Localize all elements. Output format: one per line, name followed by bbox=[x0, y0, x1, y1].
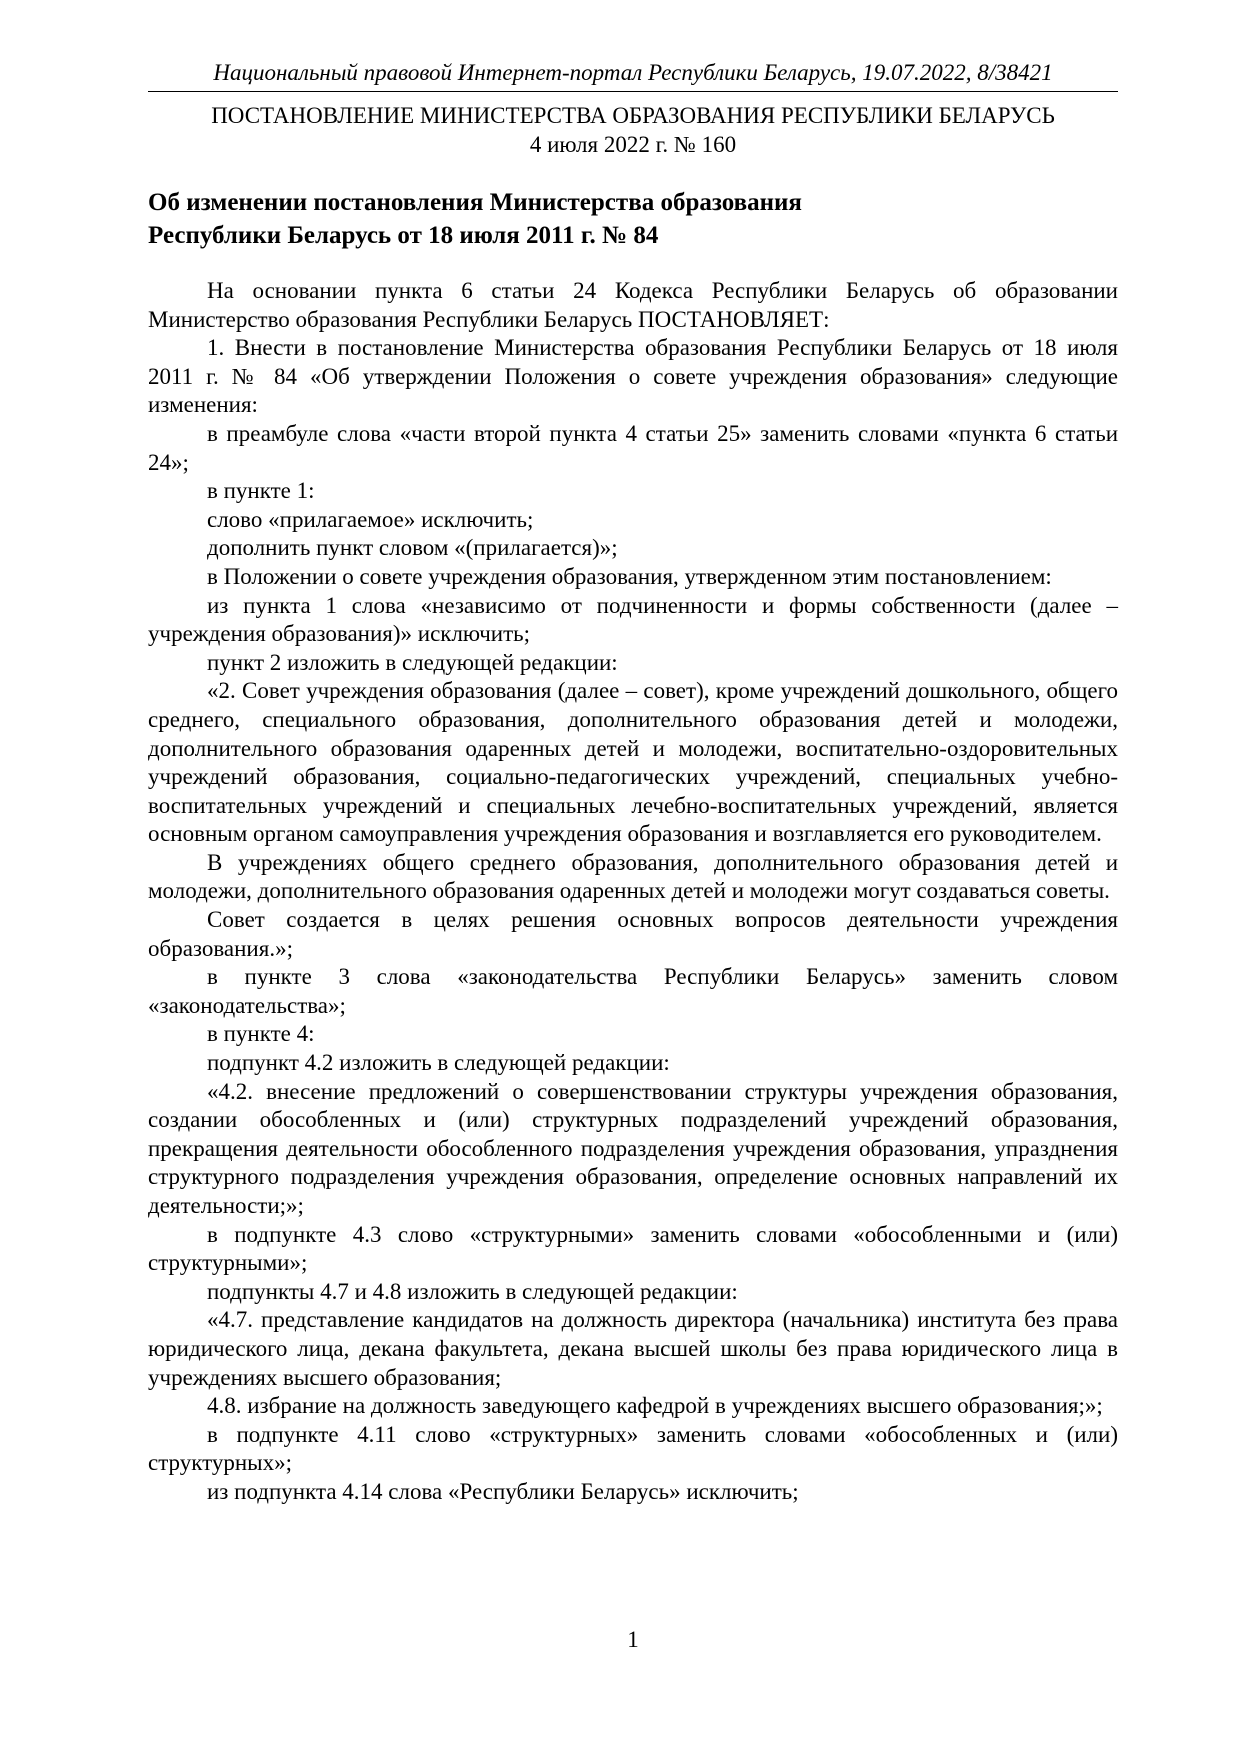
issuer-name: ПОСТАНОВЛЕНИЕ МИНИСТЕРСТВА ОБРАЗОВАНИЯ РЕСПУБЛИКИ БЕЛАРУСЬ bbox=[211, 103, 1055, 128]
paragraph: 4.8. избрание на должность заведующего кафедрой в учреждениях высшего образования;»; bbox=[207, 1393, 1103, 1419]
paragraph: в пункте 4: bbox=[207, 1021, 315, 1047]
publication-source: Национальный правовой Интернет-портал Республики Беларусь, 19.07.2022, 8/38421 bbox=[213, 60, 1053, 85]
issuer-block bbox=[148, 101, 1118, 159]
paragraph: дополнить пункт словом «(прилагается)»; bbox=[207, 535, 618, 561]
paragraph: слово «прилагаемое» исключить; bbox=[207, 506, 534, 532]
paragraph: в пункте 3 слова «законодательства Республики Беларусь» заменить словом «законодательства»; bbox=[148, 964, 1118, 1018]
page-number: 1 bbox=[627, 1627, 639, 1652]
document-body bbox=[148, 277, 1118, 1507]
paragraph: в пункте 1: bbox=[207, 478, 315, 504]
paragraph: подпункт 4.2 изложить в следующей редакции: bbox=[207, 1050, 670, 1076]
paragraph: Совет создается в целях решения основных вопросов деятельности учреждения образования.»; bbox=[148, 907, 1118, 961]
paragraph: в Положении о совете учреждения образования, утвержденном этим постановлением: bbox=[207, 563, 1052, 589]
paragraph: в преамбуле слова «части второй пункта 4 статьи 25» заменить словами «пункта 6 статьи 24»; bbox=[148, 420, 1118, 475]
paragraph: из подпункта 4.14 слова «Республики Беларусь» исключить; bbox=[207, 1478, 799, 1504]
document-title-line: Об изменении постановления Министерства образования bbox=[148, 189, 802, 216]
paragraph: подпункты 4.7 и 4.8 изложить в следующей редакции: bbox=[207, 1278, 738, 1304]
paragraph: в подпункте 4.11 слово «структурных» заменить словами «обособленных и (или) структурных»; bbox=[148, 1421, 1118, 1476]
header-divider bbox=[148, 91, 1118, 92]
paragraph: В учреждениях общего среднего образования, дополнительного образования детей и молодежи, дополнительного образования одаренных детей и молодежи могут создаваться советы. bbox=[148, 849, 1118, 904]
paragraph: На основании пункта 6 статьи 24 Кодекса Республики Беларусь об образовании Министерство образования Республики Беларусь ПОСТАНОВЛЯЕТ: bbox=[148, 278, 1118, 332]
document-title-line: Республики Беларусь от 18 июля 2011 г. № 84 bbox=[148, 222, 659, 249]
paragraph: из пункта 1 слова «независимо от подчиненности и формы собственности (далее – учреждения образования)» исключить; bbox=[148, 592, 1118, 647]
document-title bbox=[148, 186, 1118, 252]
paragraph: «4.7. представление кандидатов на должность директора (начальника) института без права юридического лица, декана факультета, декана высшей школы без права юридического лица в учреждениях высшего образования; bbox=[148, 1307, 1118, 1390]
paragraph: в подпункте 4.3 слово «структурными» заменить словами «обособленными и (или) структурными»; bbox=[148, 1221, 1118, 1276]
paragraph: «2. Совет учреждения образования (далее – совет), кроме учреждений дошкольного, общего среднего, специального образования, дополнительного образования детей и молодежи, дополнительного образования одаренных детей и молодежи, воспитательно-оздоровительных учреждений образования, социально-педагогических учреждений, специальных учебно-воспитательных учреждений и специальных лечебно-воспитательных учреждений, является основным органом самоуправления учреждения образования и возглавляется его руководителем. bbox=[148, 678, 1118, 847]
issue-date-number: 4 июля 2022 г. № 160 bbox=[529, 132, 737, 157]
paragraph: 1. Внести в постановление Министерства образования Республики Беларусь от 18 июля 2011 г. № 84 «Об утверждении Положения о совете учреждения образования» следующие изменения: bbox=[148, 335, 1118, 418]
paragraph: пункт 2 изложить в следующей редакции: bbox=[207, 649, 618, 675]
paragraph: «4.2. внесение предложений о совершенствовании структуры учреждения образования, создании обособленных и (или) структурных подразделений учреждений образования, прекращения деятельности обособленного подразделения учреждения образования, упразднения структурного подразделения учреждения образования, определение основных направлений их деятельности;»; bbox=[148, 1078, 1118, 1218]
